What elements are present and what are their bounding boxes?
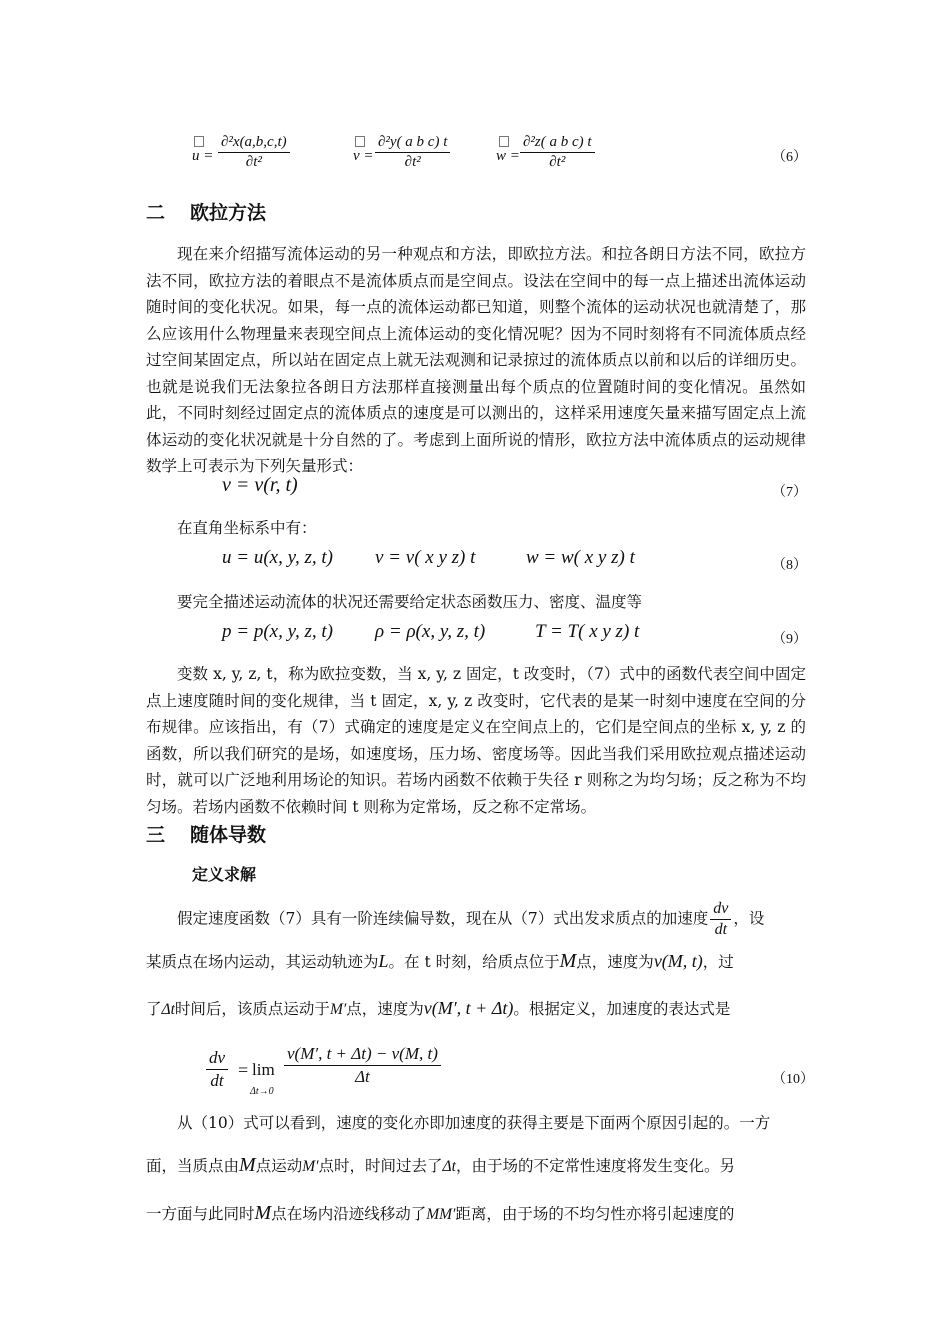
- eq10-lim-subscript: Δt→0: [250, 1086, 274, 1097]
- equation-6-number: （6）: [772, 150, 807, 165]
- eq6-v-lhs: v =: [353, 148, 374, 164]
- acceleration-denominator: dt: [714, 921, 728, 938]
- eq6-u-denominator: ∂t²: [245, 154, 262, 170]
- line-3-text-d: 。根据定义，加速度的表达式是: [513, 1000, 731, 1018]
- section-3-line-3: [146, 995, 806, 1024]
- line-5-text-d: ，由于场的不定常性速度将发生变化。另: [455, 1157, 735, 1175]
- acceleration-fraction: [710, 900, 731, 939]
- eq6-v-numerator: ∂²y( a b c) t: [375, 134, 450, 153]
- point-M-symbol: M: [254, 1202, 272, 1224]
- line-3-text-b: 时间后，该质点运动于: [174, 1000, 330, 1018]
- line-6-text-a: 一方面与此同时: [146, 1205, 255, 1223]
- eq10-lim: lim: [252, 1060, 275, 1079]
- velocity-at-M-prime: v(M′, t + Δt): [423, 998, 514, 1018]
- section-3-heading: [146, 820, 266, 847]
- acceleration-numerator: dv: [710, 900, 731, 920]
- eq6-w-numerator: ∂²z( a b c) t: [520, 134, 595, 153]
- line-2-text-c: 点，速度为: [576, 953, 654, 971]
- eq10-lhs-numerator: dv: [206, 1048, 228, 1070]
- section-2-title: 欧拉方法: [190, 202, 267, 224]
- eq6-v-fraction: [375, 134, 450, 171]
- rectangular-coords-line: 在直角坐标系中有：: [177, 519, 317, 537]
- section-3-line-1: [177, 900, 807, 939]
- section-3-line-1-text: 假定速度函数（7）具有一阶连续偏导数，现在从（7）式出发求质点的加速度: [177, 909, 709, 928]
- equation-9-number: （9）: [772, 632, 807, 647]
- line-2-text-d: ，过: [702, 953, 734, 971]
- section-3-line-5: [146, 1152, 806, 1181]
- eq10-lhs-denominator: dt: [210, 1071, 224, 1090]
- point-M-prime-symbol: M′: [329, 1001, 347, 1018]
- line-5-text-a: 面，当质点由: [146, 1157, 240, 1175]
- section-2-paragraph-1: 现在来介绍描写流体运动的另一种观点和方法，即欧拉方法。和拉各朗日方法不同，欧拉方法不同，欧拉方法的着眼点不是流体质点而是空间点。设法在空间中的每一点上描述出流体运动随时间的变化状况。如果，每一点的流体运动都已知道，则整个流体的运动状况也就清楚了，那么应该用什么物理量来表现空间点上流体运动的变化情况呢？因为不同时刻将有不同流体质点经过空间某固定点，所以站在固定点上就无法观测和记录掠过的流体质点以前和以后的详细历史。也就是说我们无法象拉各朗日方法那样直接测量出每个质点的位置随时间的变化情况。虽然如此，不同时刻经过固定点的流体质点的速度是可以测出的，这样采用速度矢量来描写固定点上流体运动的变化状况就是十分自然的了。考虑到上面所说的情形，欧拉方法中流体质点的运动规律数学上可表示为下列矢量形式：: [146, 245, 806, 475]
- eq6-v-denominator: ∂t²: [404, 154, 421, 170]
- section-2-number: 二: [146, 202, 166, 224]
- eq6-u-lhs: u =: [192, 148, 214, 164]
- eq10-equals: =: [238, 1060, 249, 1080]
- point-M-symbol: M: [559, 950, 577, 972]
- eq10-rhs-denominator: Δt: [355, 1067, 370, 1086]
- equation-8-number: （8）: [772, 558, 807, 573]
- line-3-text-a: 了: [146, 1000, 162, 1018]
- equation-8-u: u = u(x, y, z, t): [222, 547, 333, 568]
- equation-10-number: （10）: [772, 1072, 814, 1087]
- eq10-lhs-fraction: [206, 1048, 228, 1091]
- placeholder-glyph: [499, 136, 509, 147]
- equation-7-number: （7）: [772, 485, 807, 500]
- section-3-subtitle: 定义求解: [192, 865, 257, 884]
- delta-t-symbol: Δt: [161, 1001, 175, 1018]
- line-5-text-c: 点时，时间过去了: [318, 1157, 443, 1175]
- eq6-u-fraction: [218, 134, 290, 171]
- section-3-line-4: 从（10）式可以看到，速度的变化亦即加速度的获得主要是下面两个原因引起的。一方: [177, 1114, 771, 1132]
- line-2-text-a: 某质点在场内运动，其运动轨迹为: [146, 953, 379, 971]
- eq6-w-lhs: w =: [496, 148, 520, 164]
- equation-7: v = v(r, t): [222, 474, 298, 496]
- eq6-w-denominator: ∂t²: [549, 154, 566, 170]
- eq10-rhs-fraction: [284, 1044, 441, 1087]
- velocity-at-M: v(M, t): [653, 951, 703, 971]
- line-5-text-b: 点运动: [255, 1157, 303, 1175]
- trajectory-symbol: L: [378, 951, 389, 971]
- section-3-number: 三: [146, 824, 166, 846]
- point-M-prime-symbol: M′: [302, 1158, 319, 1175]
- section-3-line-2: [146, 948, 806, 976]
- equation-9-T: T = T( x y z) t: [535, 621, 640, 642]
- equation-8-w: w = w( x y z) t: [526, 547, 635, 568]
- section-2-heading: [146, 198, 266, 225]
- placeholder-glyph: [194, 136, 204, 147]
- eq6-w-fraction: [520, 134, 595, 171]
- section-3-title: 随体导数: [190, 824, 267, 846]
- point-M-symbol: M: [239, 1154, 256, 1176]
- section-2-paragraph-2: 变数 x, y, z, t，称为欧拉变数，当 x, y, z 固定，t 改变时，（7）式中的函数代表空间中固定点上速度随时间的变化规律，当 t 固定，x, y, z 改变时，它代表的是某一时刻中速度在空间的分布规律。应该指出，有（7）式确定的速度是定义在空间点上的，它们是空间点的坐标 x, y, z 的函数，所以我们研究的是场，如速度场，压力场、密度场等。因此当我们采用欧拉观点描述运动时，就可以广泛地利用场论的知识。若场内函数不依赖于失径 r 则称之为均匀场；反之称为不均匀场。若场内函数不依赖时间 t 则称为定常场，反之称不定常场。: [146, 665, 806, 816]
- equation-9-rho: ρ = ρ(x, y, z, t): [375, 621, 486, 642]
- line-6-text-b: 点在场内沿迹线移动了: [271, 1205, 427, 1223]
- distance-MM-prime: MM′: [426, 1206, 456, 1223]
- equation-9-p: p = p(x, y, z, t): [222, 621, 333, 642]
- eq6-u-numerator: ∂²x(a,b,c,t): [218, 134, 290, 153]
- line-6-text-c: 距离，由于场的不均匀性亦将引起速度的: [455, 1205, 735, 1223]
- section-3-line-1-end: ，设: [733, 909, 765, 928]
- equation-8-v: v = v( x y z) t: [375, 547, 476, 568]
- section-3-line-6: [146, 1200, 806, 1229]
- state-functions-line: 要完全描述运动流体的状况还需要给定状态函数压力、密度、温度等: [177, 593, 643, 611]
- delta-t-symbol: Δt: [442, 1158, 456, 1175]
- line-3-text-c: 点，速度为: [346, 1000, 424, 1018]
- placeholder-glyph: [355, 136, 365, 147]
- equation-10: [206, 1044, 466, 1100]
- eq10-rhs-numerator: v(M′, t + Δt) − v(M, t): [284, 1044, 441, 1066]
- line-2-text-b: 。在 t 时刻，给质点位于: [388, 953, 560, 971]
